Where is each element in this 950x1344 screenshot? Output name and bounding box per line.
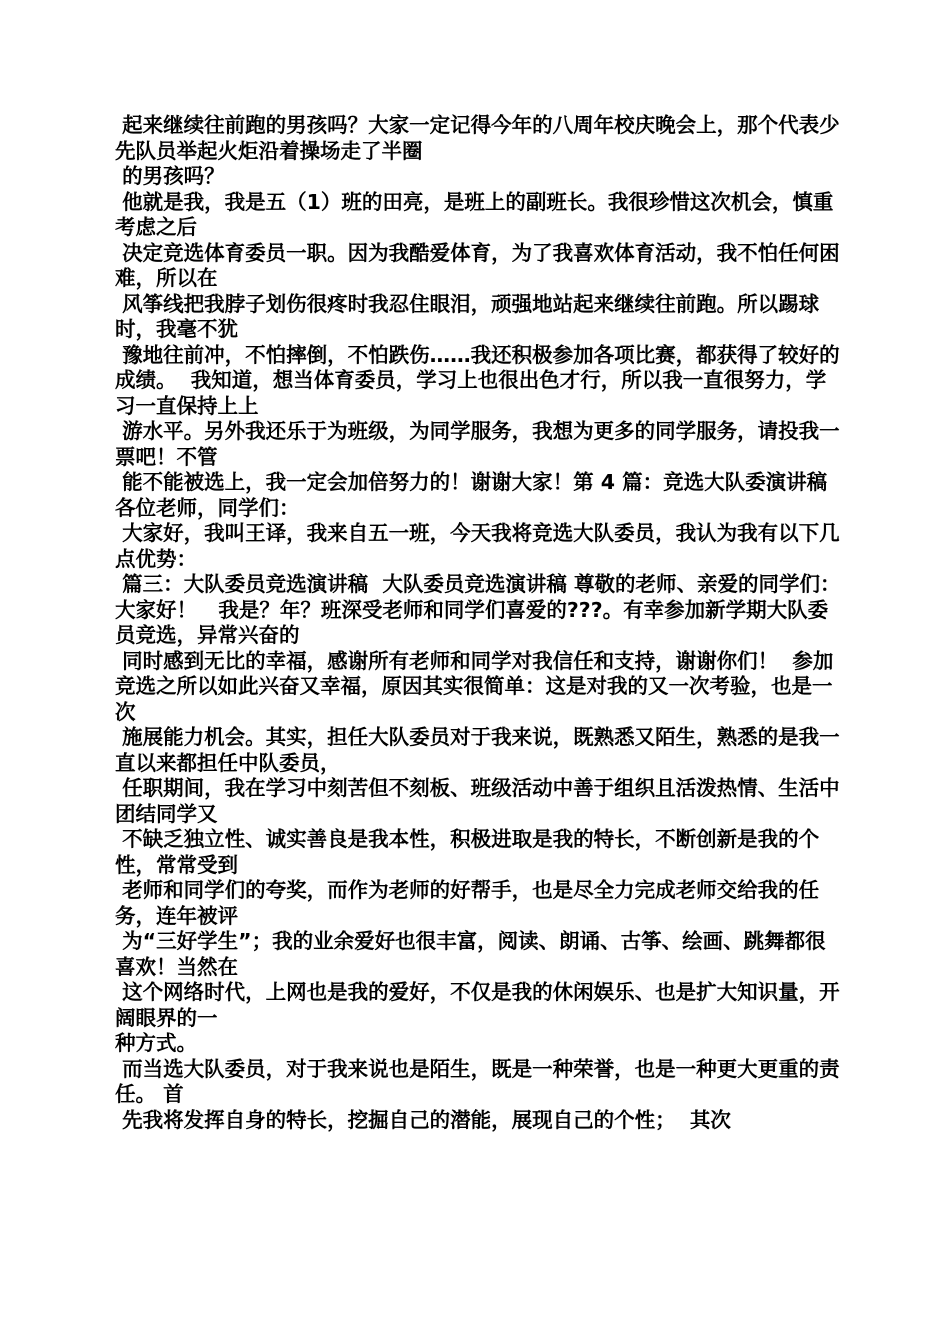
paragraph: 不缺乏独立性、诚实善良是我本性，积极进取是我的特长，不断创新是我的个性，常常受到	[115, 827, 820, 877]
paragraph: 先我将发挥自身的特长，挖掘自己的潜能，展现自己的个性； 其次	[115, 1107, 731, 1132]
paragraph: 篇三：大队委员竞选演讲稿 大队委员竞选演讲稿 尊敬的老师、亲爱的同学们： 大家好！ 我是？年？班深受老师和同学们喜爱的???。有幸参加新学期大队委员竞选，异常兴奋的	[115, 572, 862, 647]
paragraph: 同时感到无比的幸福，感谢所有老师和同学对我信任和支持，谢谢你们！ 参加竞选之所以如此兴奋又幸福，原因其实很简单：这是对我的又一次考验，也是一次	[115, 648, 834, 724]
paragraph: 种方式。	[115, 1031, 197, 1055]
paragraph: 这个网络时代，上网也是我的爱好，不仅是我的休闲娱乐、也是扩大知识量，开阔眼界的一	[115, 980, 840, 1030]
paragraph: 任职期间，我在学习中刻苦但不刻板、班级活动中善于组织且活泼热情、生活中团结同学又	[115, 776, 840, 826]
paragraph: 豫地往前冲，不怕摔倒，不怕跌伤……我还积极参加各项比赛，都获得了较好的成绩。 我知道，想当体育委员，学习上也很出色才行，所以我一直很努力，学习一直保持上上	[115, 342, 840, 418]
paragraph: 施展能力机会。其实，担任大队委员对于我来说，既熟悉又陌生，熟悉的是我一直以来都担任中队委员，	[115, 725, 840, 775]
paragraph: 大家好，我叫王译，我来自五一班，今天我将竞选大队委员，我认为我有以下几点优势：	[115, 521, 840, 571]
paragraph: 而当选大队委员，对于我来说也是陌生，既是一种荣誉，也是一种更大更重的责任。 首	[115, 1056, 840, 1106]
paragraph: 老师和同学们的夸奖，而作为老师的好帮手，也是尽全力完成老师交给我的任务，连年被评	[115, 878, 820, 928]
paragraph: 游水平。另外我还乐于为班级，为同学服务，我想为更多的同学服务，请投我一票吧！不管	[115, 419, 840, 469]
document-body	[115, 113, 862, 1133]
paragraph: 他就是我，我是五（1）班的田亮，是班上的副班长。我很珍惜这次机会，慎重考虑之后	[115, 189, 834, 239]
paragraph: 的男孩吗？	[115, 164, 225, 188]
paragraph: 起来继续往前跑的男孩吗？大家一定记得今年的八周年校庆晚会上，那个代表少先队员举起火炬沿着操场走了半圈	[115, 113, 840, 163]
paragraph: 能不能被选上，我一定会加倍努力的！谢谢大家！第 4 篇：竞选大队委演讲稿各位老师，同学们：	[115, 470, 828, 520]
paragraph: 决定竞选体育委员一职。因为我酷爱体育，为了我喜欢体育活动，我不怕任何困难，所以在	[115, 240, 840, 290]
paragraph: 风筝线把我脖子划伤很疼时我忍住眼泪，顽强地站起来继续往前跑。所以踢球时，我毫不犹	[115, 291, 820, 341]
paragraph: 为“三好学生”；我的业余爱好也很丰富，阅读、朗诵、古筝、绘画、跳舞都很喜欢！当然在	[115, 929, 826, 979]
